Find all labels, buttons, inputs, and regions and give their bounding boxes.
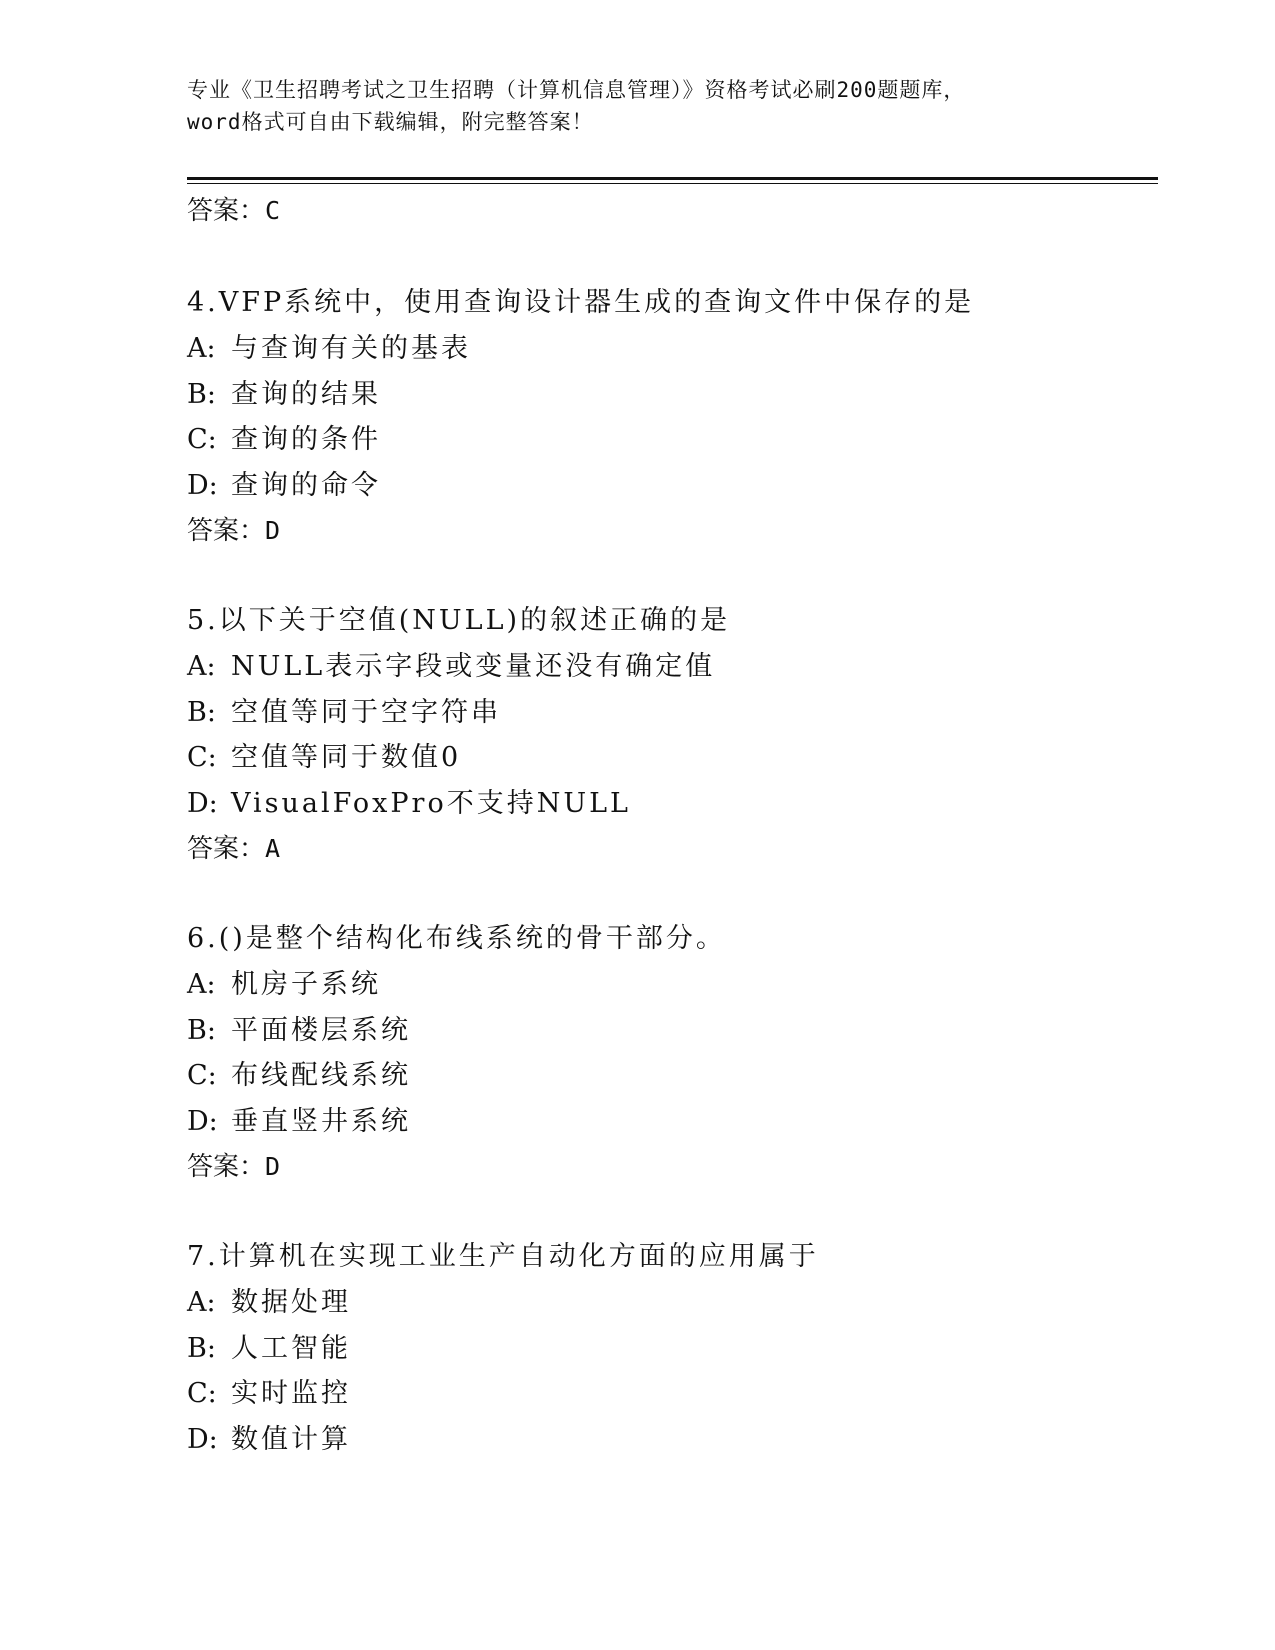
option-d	[187, 781, 1158, 827]
option-c	[187, 417, 1158, 463]
option-text: VisualFoxPro不支持NULL	[231, 787, 631, 819]
option-key: C:	[187, 424, 217, 455]
option-key: C:	[187, 1378, 217, 1409]
question-title: 5.以下关于空值(NULL)的叙述正确的是	[187, 605, 731, 636]
question-item	[187, 598, 1158, 872]
option-text: 与查询有关的基表	[231, 333, 471, 364]
option-key: C:	[187, 742, 217, 773]
question-item	[187, 1234, 1158, 1462]
answer-line	[187, 508, 1158, 554]
answer-value: D	[265, 1152, 281, 1181]
answer-line	[187, 826, 1158, 872]
option-text: 数据处理	[231, 1287, 351, 1318]
option-b	[187, 690, 1158, 736]
option-text: 平面楼层系统	[231, 1014, 411, 1046]
option-text: 机房子系统	[231, 969, 381, 1000]
option-text: 布线配线系统	[231, 1060, 411, 1091]
question-title: 7.计算机在实现工业生产自动化方面的应用属于	[187, 1241, 819, 1272]
option-text: 人工智能	[231, 1332, 351, 1364]
answer-value: D	[265, 516, 281, 545]
option-b	[187, 1008, 1158, 1054]
option-key: A:	[187, 969, 216, 1000]
option-key: B:	[187, 696, 216, 728]
option-b	[187, 1326, 1158, 1372]
header-divider-thin	[187, 183, 1158, 184]
option-key: D:	[187, 1105, 218, 1137]
option-a	[187, 962, 1158, 1008]
answer-line	[187, 1144, 1158, 1190]
header-divider-thick	[187, 177, 1158, 180]
option-text: 空值等同于空字符串	[231, 696, 501, 728]
option-key: D:	[187, 1423, 218, 1455]
option-c	[187, 1053, 1158, 1099]
spacer	[187, 554, 1158, 598]
answer-value: A	[265, 834, 281, 863]
question-item	[187, 280, 1158, 554]
option-key: A:	[187, 333, 216, 364]
option-d	[187, 463, 1158, 509]
option-text: 实时监控	[231, 1378, 351, 1409]
option-text: 查询的命令	[231, 469, 381, 501]
answer-label: 答案：	[187, 1152, 266, 1182]
option-key: A:	[187, 1287, 216, 1318]
option-text: 查询的条件	[231, 424, 381, 455]
option-c	[187, 1371, 1158, 1417]
answer-value: C	[265, 196, 281, 225]
option-a	[187, 1280, 1158, 1326]
option-c	[187, 735, 1158, 781]
option-d	[187, 1417, 1158, 1463]
answer-line	[187, 188, 1158, 234]
answer-label: 答案：	[187, 834, 266, 864]
option-key: B:	[187, 378, 216, 410]
document-header	[187, 74, 1087, 138]
option-text: 空值等同于数值0	[231, 742, 462, 773]
spacer	[187, 1190, 1158, 1234]
header-line-2: word格式可自由下载编辑，附完整答案！	[187, 110, 594, 134]
answer-label: 答案：	[187, 196, 266, 226]
option-text: 查询的结果	[231, 378, 381, 410]
option-key: D:	[187, 469, 218, 501]
question-title: 6.()是整个结构化布线系统的骨干部分。	[187, 923, 726, 954]
option-a	[187, 326, 1158, 372]
option-b	[187, 372, 1158, 418]
option-text: NULL表示字段或变量还没有确定值	[231, 651, 716, 682]
option-d	[187, 1099, 1158, 1145]
question-item	[187, 916, 1158, 1190]
option-a	[187, 644, 1158, 690]
header-line-1: 专业《卫生招聘考试之卫生招聘（计算机信息管理）》资格考试必刷200题题库，	[187, 78, 966, 102]
option-text: 数值计算	[231, 1423, 351, 1455]
option-text: 垂直竖井系统	[231, 1105, 411, 1137]
question-title: 4.VFP系统中，使用查询设计器生成的查询文件中保存的是	[187, 287, 975, 318]
question-list	[187, 188, 1158, 1462]
option-key: B:	[187, 1332, 216, 1364]
option-key: C:	[187, 1060, 217, 1091]
option-key: B:	[187, 1014, 216, 1046]
option-key: D:	[187, 787, 218, 819]
option-key: A:	[187, 651, 216, 682]
spacer	[187, 872, 1158, 916]
answer-label: 答案：	[187, 516, 266, 546]
